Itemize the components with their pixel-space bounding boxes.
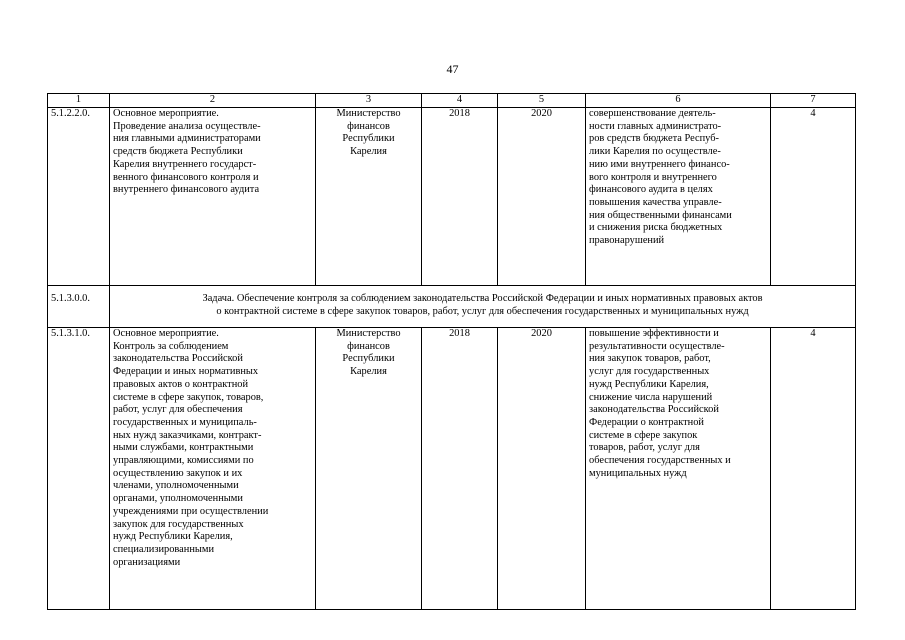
event-line: внутреннего финансового аудита	[113, 184, 260, 196]
result-line: лики Карелия по осуществле-	[589, 146, 721, 158]
start-year: 2018	[422, 108, 498, 286]
event-line: системе в сфере закупок, товаров,	[113, 391, 264, 403]
table-row	[48, 328, 856, 610]
result-line: муниципальных нужд	[589, 467, 687, 479]
event-line: Основное мероприятие.	[113, 328, 219, 339]
result-line: нужд Республики Карелия,	[589, 378, 709, 390]
end-year: 2020	[498, 328, 586, 610]
indicator-number: 4	[771, 328, 856, 610]
expected-result	[586, 328, 771, 610]
task-row	[48, 286, 856, 328]
event-line: управляющими, комиссиями по	[113, 455, 254, 467]
executor-line: Министерство	[336, 108, 401, 119]
executor-line: Министерство	[336, 328, 401, 339]
executor-line: Карелия	[350, 366, 387, 378]
header-cell: 5	[498, 94, 586, 108]
event-line: нужд Республики Карелия,	[113, 531, 233, 543]
page-number: 47	[446, 62, 459, 76]
event-line: ных нужд заказчиками, контракт-	[113, 429, 262, 441]
row-code: 5.1.2.2.0.	[48, 108, 110, 286]
header-cell: 3	[316, 94, 422, 108]
header-cell: 4	[422, 94, 498, 108]
event-description	[110, 108, 316, 286]
table-row	[48, 108, 856, 286]
result-line: повышение эффективности и	[589, 328, 719, 339]
header-cell: 7	[771, 94, 856, 108]
indicator-number: 4	[771, 108, 856, 286]
header-cell: 1	[48, 94, 110, 108]
event-line: Федерации и иных нормативных	[113, 366, 259, 378]
result-line: повышения качества управле-	[589, 196, 722, 208]
executor-line: финансов	[347, 120, 390, 132]
event-description	[110, 328, 316, 610]
header-cell: 6	[586, 94, 771, 108]
executor-line: Республики	[342, 133, 395, 145]
result-line: законодательства Российской	[589, 404, 719, 416]
event-line: работ, услуг для обеспечения	[113, 404, 243, 416]
task-line: Задача. Обеспечение контроля за соблюдением законодательства Российской Федерации и иных нормативных правовых актов	[202, 293, 763, 304]
event-line: правовых актов о контрактной	[113, 378, 249, 390]
result-line: ния общественными финансами	[589, 209, 732, 221]
event-line: законодательства Российской	[113, 353, 243, 365]
event-line: средств бюджета Республики	[113, 146, 243, 158]
result-line: финансового аудита в целях	[589, 184, 713, 196]
result-line: товаров, работ, услуг для	[589, 442, 700, 454]
result-line: вого контроля и внутреннего	[589, 171, 717, 183]
task-code: 5.1.3.0.0.	[48, 286, 110, 328]
executor	[316, 328, 422, 610]
header-cell: 2	[110, 94, 316, 108]
result-line: и снижения риска бюджетных	[589, 222, 723, 234]
start-year: 2018	[422, 328, 498, 610]
event-line: учреждениями при осуществлении	[113, 505, 269, 517]
result-line: ности главных администрато-	[589, 120, 722, 132]
table-header-row	[48, 94, 856, 108]
result-line: ния закупок товаров, работ,	[589, 353, 711, 365]
program-table	[47, 93, 856, 610]
row-code: 5.1.3.1.0.	[48, 328, 110, 610]
executor-line: финансов	[347, 340, 390, 352]
event-line: венного финансового контроля и	[113, 171, 259, 183]
task-line: о контрактной системе в сфере закупок товаров, работ, услуг для обеспечения государственных и муниципальных нужд	[216, 305, 749, 317]
event-line: органами, уполномоченными	[113, 493, 243, 505]
end-year: 2020	[498, 108, 586, 286]
result-line: ров средств бюджета Респуб-	[589, 133, 719, 145]
result-line: снижение числа нарушений	[589, 391, 713, 403]
result-line: услуг для государственных	[589, 366, 710, 378]
event-line: Проведение анализа осуществле-	[113, 120, 261, 132]
executor	[316, 108, 422, 286]
event-line: организациями	[113, 556, 181, 568]
result-line: результативности осуществле-	[589, 340, 725, 352]
executor-line: Республики	[342, 353, 395, 365]
expected-result	[586, 108, 771, 286]
result-line: нию ими внутреннего финансо-	[589, 158, 730, 170]
event-line: осуществлению закупок и их	[113, 467, 243, 479]
event-line: Карелия внутреннего государст-	[113, 158, 257, 170]
event-line: членами, уполномоченными	[113, 480, 239, 492]
event-line: закупок для государственных	[113, 518, 244, 530]
result-line: Федерации о контрактной	[589, 416, 704, 428]
event-line: ными службами, контрактными	[113, 442, 254, 454]
task-text	[110, 286, 856, 328]
result-line: системе в сфере закупок	[589, 429, 698, 441]
event-line: специализированными	[113, 543, 215, 555]
result-line: совершенствование деятель-	[589, 108, 716, 119]
result-line: правонарушений	[589, 235, 665, 247]
result-line: обеспечения государственных и	[589, 455, 731, 467]
event-line: Основное мероприятие.	[113, 108, 219, 119]
executor-line: Карелия	[350, 146, 387, 158]
event-line: Контроль за соблюдением	[113, 340, 229, 352]
event-line: государственных и муниципаль-	[113, 416, 257, 428]
event-line: ния главными администраторами	[113, 133, 261, 145]
